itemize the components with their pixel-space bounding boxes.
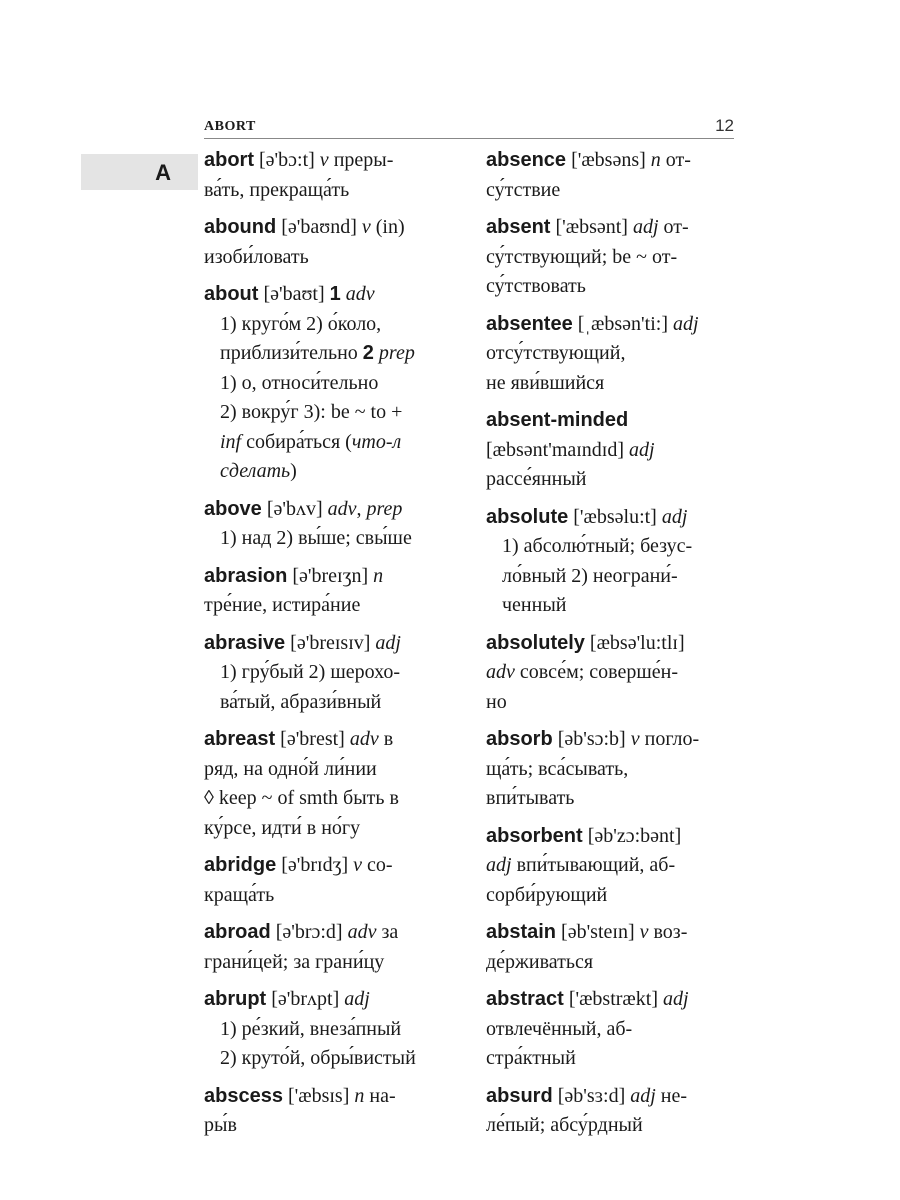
entry-line xyxy=(486,658,736,688)
entry-text: 2) круто́й, обры́вистый xyxy=(220,1047,416,1069)
grammar-label: v xyxy=(630,728,640,750)
grammar-label: inf xyxy=(220,430,242,453)
grammar-label: adj xyxy=(344,988,370,1010)
entry-text: [əb'sɔ:b] xyxy=(552,728,631,750)
entry-line xyxy=(486,1015,736,1045)
headword: absurd xyxy=(486,1084,553,1107)
entry-line xyxy=(204,948,459,978)
entry-text: [ə'brest] xyxy=(275,728,350,750)
entry-absentee xyxy=(486,310,736,399)
entry-text: 1) о, относи́тельно xyxy=(220,371,379,394)
entry-text: впи́тывать xyxy=(486,787,575,809)
grammar-label: prep xyxy=(366,497,403,520)
entry-line xyxy=(204,339,459,369)
entry-text: [əb'sɜ:d] xyxy=(552,1084,631,1107)
entry-abrupt xyxy=(204,985,459,1074)
entry-text: воз- xyxy=(648,921,688,943)
entry-text: сорби́рующий xyxy=(486,883,608,906)
entry-line xyxy=(204,755,459,785)
entry-abreast xyxy=(204,725,459,843)
entry-text: погло- xyxy=(639,728,700,750)
running-head: ABORT xyxy=(204,119,256,134)
entry-line xyxy=(486,562,736,592)
entry-line xyxy=(486,310,736,340)
entry-text: в xyxy=(378,728,394,750)
entry-line xyxy=(204,1082,459,1112)
entry-text: ры́в xyxy=(204,1114,237,1136)
grammar-label: v xyxy=(361,216,371,238)
entry-text: на- xyxy=(364,1084,396,1107)
right-column xyxy=(486,146,736,1149)
entry-line xyxy=(204,280,459,310)
entry-line xyxy=(204,398,459,428)
grammar-label: adj xyxy=(672,312,699,335)
entry-text: ченный xyxy=(502,594,567,616)
entry-line xyxy=(204,1111,459,1141)
headword: abort xyxy=(204,149,254,171)
grammar-label: n xyxy=(373,564,384,587)
entry-text: [ə'baʊt] xyxy=(258,283,330,305)
entry-abrasion xyxy=(204,562,459,621)
entry-text: 1) гру́бый 2) шерохо- xyxy=(220,661,400,683)
entry-text: отсу́тствующий, xyxy=(486,342,626,364)
page-header xyxy=(204,116,734,139)
entry-line xyxy=(486,591,736,621)
entry-text: впи́тывающий, аб- xyxy=(511,854,676,876)
grammar-label: adj xyxy=(632,216,659,238)
entry-text: со- xyxy=(362,854,393,876)
entry-line xyxy=(204,146,459,176)
grammar-label: adj xyxy=(630,1084,656,1107)
entry-text: , xyxy=(356,497,367,520)
entry-line xyxy=(204,881,459,911)
headword: about xyxy=(204,283,259,305)
entry-line xyxy=(486,406,736,436)
entry-line xyxy=(204,1015,459,1045)
entry-text: ◊ keep ~ of smth быть в xyxy=(204,787,399,809)
entry-above xyxy=(204,495,459,554)
entry-line xyxy=(486,503,736,533)
left-column xyxy=(204,146,459,1149)
entry-line xyxy=(204,784,459,814)
entry-line xyxy=(486,688,736,718)
headword: absence xyxy=(486,149,567,171)
entry-line xyxy=(486,948,736,978)
entry-text: [ə'bʌv] xyxy=(261,497,328,520)
entry-text: стра́ктный xyxy=(486,1047,576,1069)
entry-text: 1) круго́м 2) о́коло, xyxy=(220,312,382,335)
entry-text: приблизи́тельно xyxy=(220,342,363,364)
grammar-label: v xyxy=(353,854,363,876)
entry-line xyxy=(486,243,736,273)
headword: absent xyxy=(486,216,551,238)
entry-line xyxy=(204,814,459,844)
entry-line xyxy=(486,465,736,495)
headword: absolutely xyxy=(486,631,585,654)
headword: abscess xyxy=(204,1084,283,1107)
entry-line xyxy=(486,755,736,785)
entry-text: ва́тый, абрази́вный xyxy=(220,690,382,713)
entry-text: [ə'breɪsɪv] xyxy=(285,631,376,654)
headword: abstain xyxy=(486,921,557,943)
entry-line xyxy=(486,272,736,302)
entry-line xyxy=(204,688,459,718)
entry-line xyxy=(486,1082,736,1112)
grammar-label: v xyxy=(319,149,329,171)
headword: absentee xyxy=(486,312,573,335)
entry-text: [əb'steɪn] xyxy=(556,921,640,943)
entry-text: су́тствовать xyxy=(486,275,586,297)
entry-text: но xyxy=(486,690,507,713)
entry-abstain xyxy=(486,918,736,977)
entry-line xyxy=(486,532,736,562)
entry-line xyxy=(204,524,459,554)
grammar-label: prep xyxy=(378,342,415,364)
entry-line xyxy=(486,725,736,755)
entry-absorb xyxy=(486,725,736,814)
entry-text: су́тствующий; be ~ от- xyxy=(486,245,678,268)
entry-text: 2) вокру́г 3): be ~ to + xyxy=(220,401,403,423)
page-number: 12 xyxy=(715,116,734,135)
entry-text: ['æbstrækt] xyxy=(563,988,663,1010)
grammar-label: adj xyxy=(629,438,655,461)
entry-line xyxy=(204,918,459,948)
entry-text: ряд, на одно́й ли́нии xyxy=(204,757,377,780)
sense-number: 2 xyxy=(362,342,374,364)
entry-text: [ə'baʊnd] xyxy=(276,216,362,238)
headword: abrasive xyxy=(204,631,286,654)
headword: abrupt xyxy=(204,988,267,1010)
entry-text: ['æbsəns] xyxy=(566,149,651,171)
entry-line xyxy=(486,213,736,243)
entry-text: ло́вный 2) неограни́- xyxy=(502,564,678,587)
headword: abound xyxy=(204,216,277,238)
entry-line xyxy=(486,918,736,948)
grammar-label: v xyxy=(639,921,649,943)
entry-text: собира́ться ( xyxy=(241,430,352,453)
grammar-label: adj xyxy=(661,505,688,528)
entry-text: [ə'bɔ:t] xyxy=(254,149,320,171)
entry-text: [ə'breɪʒn] xyxy=(287,564,374,587)
entry-abridge xyxy=(204,851,459,910)
entry-absorbent xyxy=(486,822,736,911)
grammar-label: adv xyxy=(327,497,357,520)
entry-absolutely xyxy=(486,629,736,718)
entry-text: [ə'brɪdʒ] xyxy=(276,854,354,876)
entry-text: 1) абсолю́тный; безус- xyxy=(502,535,693,557)
entry-abound xyxy=(204,213,459,272)
entry-line xyxy=(204,725,459,755)
headword: absorbent xyxy=(486,824,583,847)
entry-line xyxy=(204,310,459,340)
letter-tab-label: A xyxy=(155,160,171,185)
grammar-label: adj xyxy=(662,988,689,1010)
sense-number: 1 xyxy=(329,283,341,305)
entry-line xyxy=(204,243,459,273)
entry-line xyxy=(204,851,459,881)
entry-line xyxy=(486,851,736,881)
headword: abreast xyxy=(204,728,276,750)
entry-absurd xyxy=(486,1082,736,1141)
entry-text: не яви́вшийся xyxy=(486,371,605,394)
headword: absolute xyxy=(486,505,569,528)
grammar-label: adv xyxy=(349,728,379,750)
grammar-label: n xyxy=(650,149,661,171)
entry-line xyxy=(204,562,459,592)
entry-line xyxy=(486,176,736,206)
entry-abscess xyxy=(204,1082,459,1141)
grammar-label: adj xyxy=(375,631,401,654)
entry-line xyxy=(204,1044,459,1074)
entry-line xyxy=(486,1111,736,1141)
entry-text: [ə'brɔ:d] xyxy=(270,921,348,943)
grammar-label: n xyxy=(354,1084,365,1107)
entry-text: изоби́ловать xyxy=(204,245,309,268)
grammar-label: adv xyxy=(486,661,515,683)
entry-absolute xyxy=(486,503,736,621)
headword: abstract xyxy=(486,988,564,1010)
entry-text: от- xyxy=(658,216,689,238)
entry-line xyxy=(204,629,459,659)
headword: absorb xyxy=(486,728,553,750)
entry-text: ) xyxy=(290,460,297,482)
entry-line xyxy=(486,822,736,852)
entry-text: [æbsə'lu:tlɪ] xyxy=(584,631,685,654)
entry-line xyxy=(486,784,736,814)
entry-line xyxy=(204,495,459,525)
entry-line xyxy=(204,658,459,688)
entry-text: ща́ть; вса́сывать, xyxy=(486,757,629,780)
entry-line xyxy=(486,985,736,1015)
entry-absence xyxy=(486,146,736,205)
entry-text: су́тствие xyxy=(486,178,561,201)
entry-abrasive xyxy=(204,629,459,718)
entry-text: тре́ние, истира́ние xyxy=(204,594,361,616)
grammar-label: adv xyxy=(345,283,375,305)
entry-line xyxy=(204,428,459,458)
entry-text: [ˌæbsən'ti:] xyxy=(572,312,673,335)
entry-text: ['æbsɪs] xyxy=(282,1084,355,1107)
entry-line xyxy=(204,985,459,1015)
grammar-label: что-л xyxy=(351,430,402,453)
entry-abort xyxy=(204,146,459,205)
entry-text: [əb'zɔ:bənt] xyxy=(582,824,682,847)
entry-text: от- xyxy=(660,149,691,171)
entry-text: ле́пый; абсу́рдный xyxy=(486,1114,643,1136)
entry-line xyxy=(204,369,459,399)
entry-text: за xyxy=(376,921,399,943)
entry-text: краща́ть xyxy=(204,883,275,906)
headword: abridge xyxy=(204,854,277,876)
entry-line xyxy=(204,213,459,243)
entry-about xyxy=(204,280,459,487)
entry-text: де́рживаться xyxy=(486,950,594,973)
headword: abroad xyxy=(204,921,271,943)
entry-text: [æbsənt'maɪndɪd] xyxy=(486,438,630,461)
grammar-label: adj xyxy=(486,854,512,876)
entry-line xyxy=(486,146,736,176)
entry-line xyxy=(204,591,459,621)
entry-text: отвлечённый, аб- xyxy=(486,1017,633,1040)
entry-text: (in) xyxy=(370,216,405,238)
headword: absent-minded xyxy=(486,409,629,431)
entry-text: ['æbsəlu:t] xyxy=(568,505,662,528)
entry-text: 1) над 2) вы́ше; свы́ше xyxy=(220,527,412,549)
entry-line xyxy=(486,436,736,466)
entry-text: [ə'brʌpt] xyxy=(266,988,345,1010)
entry-line xyxy=(204,457,459,487)
entry-text: не- xyxy=(655,1084,688,1107)
headword: abrasion xyxy=(204,564,288,587)
grammar-label: сделать xyxy=(220,460,291,482)
entry-text: ва́ть, прекраща́ть xyxy=(204,178,350,201)
entry-line xyxy=(486,629,736,659)
entry-line xyxy=(486,369,736,399)
entry-absent xyxy=(486,213,736,302)
entry-line xyxy=(486,339,736,369)
letter-tab xyxy=(81,154,198,190)
entry-text: ку́рсе, идти́ в но́гу xyxy=(204,816,361,839)
entry-abroad xyxy=(204,918,459,977)
entry-line xyxy=(486,881,736,911)
headword: above xyxy=(204,497,262,520)
entry-abstract xyxy=(486,985,736,1074)
entry-text: рассе́янный xyxy=(486,468,587,490)
entry-text: ['æbsənt] xyxy=(550,216,633,238)
entry-text: грани́цей; за грани́цу xyxy=(204,950,385,973)
entry-line xyxy=(204,176,459,206)
entry-text: 1) ре́зкий, внеза́пный xyxy=(220,1017,402,1040)
entry-absent-minded xyxy=(486,406,736,495)
entry-line xyxy=(486,1044,736,1074)
entry-text: совсе́м; соверше́н- xyxy=(514,661,679,683)
grammar-label: adv xyxy=(347,921,377,943)
entry-text: преры- xyxy=(328,149,394,171)
